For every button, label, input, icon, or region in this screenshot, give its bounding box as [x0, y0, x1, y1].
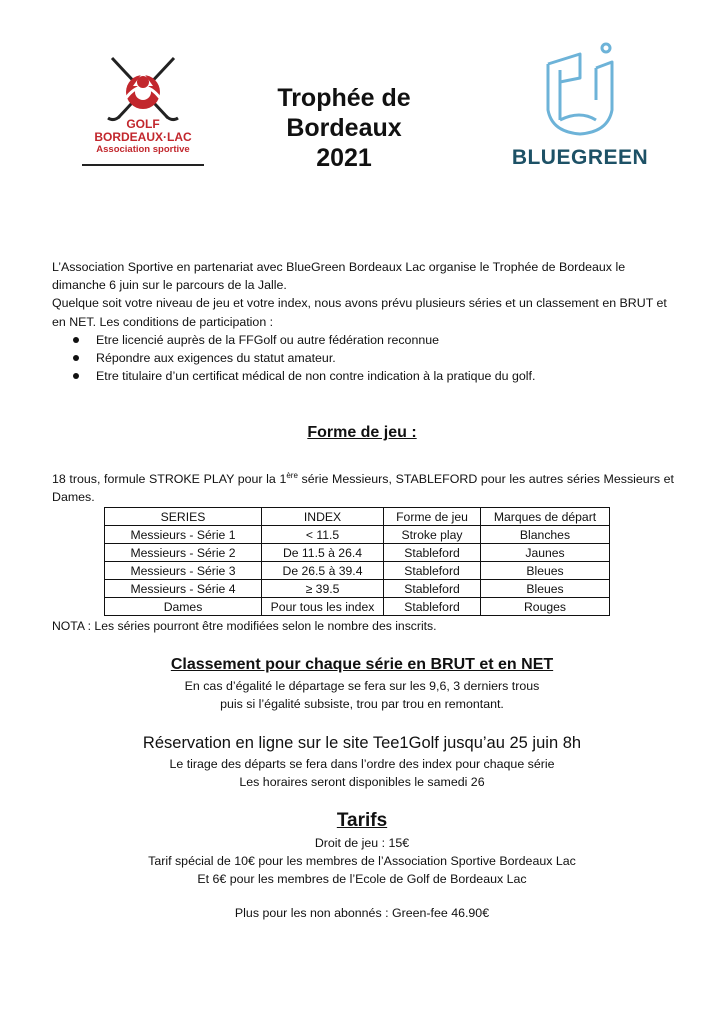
classement-title: [0, 656, 724, 674]
title-line-2: Bordeaux: [286, 114, 402, 142]
condition-item: Etre licencié auprès de la FFGolf ou autre fédération reconnue: [52, 331, 676, 349]
conditions-list: [52, 331, 676, 386]
table-cell: Blanches: [481, 526, 610, 544]
table-cell: Rouges: [481, 598, 610, 616]
tarifs-title: [0, 810, 724, 832]
tarifs-line-1: Droit de jeu : 15€: [314, 836, 410, 850]
classement-line-2: puis si l’égalité subsiste, trou par trou en remontant.: [220, 697, 504, 711]
series-table: [104, 507, 610, 616]
intro-section: [52, 258, 676, 385]
table-cell: Pour tous les index: [262, 598, 384, 616]
golf-bordeaux-lac-logo: [82, 52, 204, 170]
table-cell: Dames: [105, 598, 262, 616]
reservation-title: Réservation en ligne sur le site Tee1Golf jusqu’au 25 juin 8h: [142, 734, 582, 752]
tarifs-line-2: Tarif spécial de 10€ pour les membres de l’Association Sportive Bordeaux Lac: [148, 854, 576, 868]
tarifs-line-4: Plus pour les non abonnés : Green-fee 46.90€: [234, 906, 490, 920]
game-format-text-part2: série Messieurs, STABLEFORD pour les autres séries Messieurs et Dames.: [52, 472, 674, 504]
table-cell: Bleues: [481, 562, 610, 580]
table-row: [105, 544, 610, 562]
table-cell: Stableford: [384, 544, 481, 562]
table-row: [105, 562, 610, 580]
table-cell: Messieurs - Série 4: [105, 580, 262, 598]
table-cell: Messieurs - Série 1: [105, 526, 262, 544]
tarifs-line-3: Et 6€ pour les membres de l’Ecole de Golf de Bordeaux Lac: [197, 872, 527, 886]
game-format-text-part1: 18 trous, formule STROKE PLAY pour la 1: [52, 472, 287, 486]
table-row: [105, 598, 610, 616]
logo-text-bluegreen: BLUEGREEN: [511, 146, 649, 169]
logo-underline: [82, 164, 204, 166]
table-cell: De 11.5 à 26.4: [262, 544, 384, 562]
forme-de-jeu-title-text: Forme de jeu :: [307, 424, 417, 441]
page-title: [250, 83, 438, 173]
intro-paragraph-1: L’Association Sportive en partenariat avec BlueGreen Bordeaux Lac organise le Trophée de Bordeaux le dimanche 6 juin sur le parcours de la Jalle.: [52, 260, 626, 293]
bluegreen-logo: [500, 40, 660, 172]
table-cell: ≥ 39.5: [262, 580, 384, 598]
table-header-cell: SERIES: [105, 508, 262, 526]
table-cell: Stableford: [384, 562, 481, 580]
table-cell: Stableford: [384, 580, 481, 598]
condition-item: Répondre aux exigences du statut amateur.: [52, 349, 676, 367]
reservation-line-2: Les horaires seront disponibles le samedi 26: [239, 775, 485, 789]
table-header-cell: INDEX: [262, 508, 384, 526]
nota-text: NOTA : Les séries pourront être modifiées selon le nombre des inscrits.: [52, 619, 437, 633]
intro-paragraph-2: Quelque soit votre niveau de jeu et votre index, nous avons prévu plusieurs séries et un classement en BRUT et en NET. Les conditions de participation :: [52, 296, 667, 329]
game-format-text: [52, 470, 674, 506]
logo-text-golf: GOLF: [126, 117, 160, 131]
logo-text-bordeaux-lac: BORDEAUX·LAC: [94, 130, 192, 144]
flag-tower-icon: [500, 40, 660, 140]
table-cell: < 11.5: [262, 526, 384, 544]
table-cell: De 26.5 à 39.4: [262, 562, 384, 580]
table-header-cell: Marques de départ: [481, 508, 610, 526]
table-cell: Messieurs - Série 3: [105, 562, 262, 580]
classement-line-1: En cas d’égalité le départage se fera sur les 9,6, 3 derniers trous: [184, 679, 540, 693]
table-row: [105, 526, 610, 544]
table-row: [105, 580, 610, 598]
condition-item: Etre titulaire d’un certificat médical de non contre indication à la pratique du golf.: [52, 367, 676, 385]
reservation-line-1: Le tirage des départs se fera dans l’ordre des index pour chaque série: [169, 757, 555, 771]
tarifs-title-text: Tarifs: [336, 810, 388, 831]
table-header-row: [105, 508, 610, 526]
table-cell: Bleues: [481, 580, 610, 598]
table-cell: Stableford: [384, 598, 481, 616]
table-cell: Jaunes: [481, 544, 610, 562]
table-header-cell: Forme de jeu: [384, 508, 481, 526]
classement-title-text: Classement pour chaque série en BRUT et en NET: [170, 656, 554, 673]
logo-text-association: Association sportive: [96, 144, 190, 155]
title-line-1: Trophée de: [277, 84, 411, 112]
table-cell: Messieurs - Série 2: [105, 544, 262, 562]
table-cell: Stroke play: [384, 526, 481, 544]
forme-de-jeu-title: [0, 424, 724, 442]
game-format-superscript: ère: [286, 470, 298, 480]
title-line-3: 2021: [316, 144, 372, 172]
